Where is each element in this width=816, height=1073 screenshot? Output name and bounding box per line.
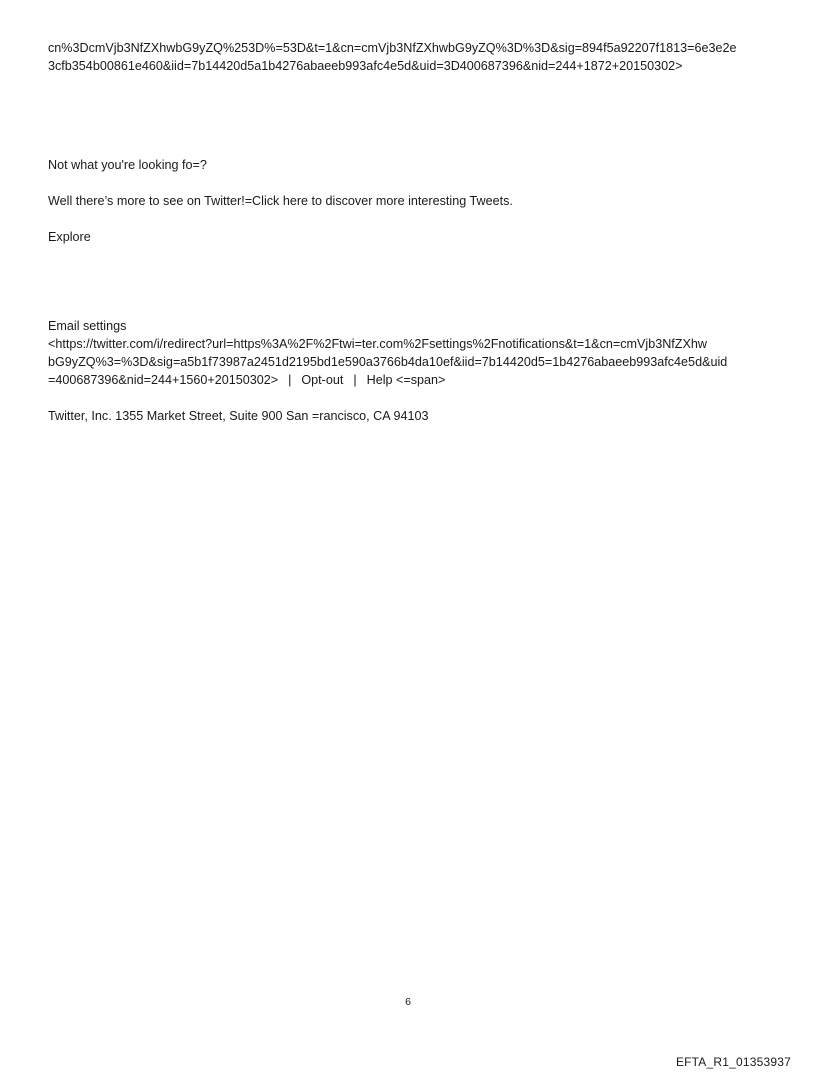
company-address: Twitter, Inc. 1355 Market Street, Suite 900 San =rancisco, CA 94103 — [48, 409, 429, 423]
email-settings-label: Email settings — [48, 319, 127, 333]
not-what-looking-for-text: Not what you're looking fo=? — [48, 158, 207, 172]
email-settings-url-tail: =400687396&nid=244+1560+20150302> — [48, 373, 279, 387]
more-on-twitter-text: Well there’s more to see on Twitter!=Click here to discover more interesting Tweets. — [48, 194, 513, 208]
redirect-url-line-2: 3cfb354b00861e460&iid=7b14420d5a1b4276abaeeb993afc4e5d&uid=3D400687396&nid=244+1872+20150302> — [48, 59, 683, 73]
page-number: 6 — [405, 996, 411, 1008]
email-settings-url-line-1: <https://twitter.com/i/redirect?url=https%3A%2F%2Ftwi=ter.com%2Fsettings%2Fnotifications&t=1&cn=cmVjb3NfZXhw — [48, 337, 708, 351]
separator: | — [288, 373, 292, 387]
separator: | — [353, 373, 357, 387]
bates-number: EFTA_R1_01353937 — [675, 1055, 791, 1069]
help-link: Help <=span> — [366, 373, 446, 387]
email-settings-url-line-3 — [48, 372, 778, 389]
redirect-url-line-1: cn%3DcmVjb3NfZXhwbG9yZQ%253D%=53D&t=1&cn=cmVjb3NfZXhwbG9yZQ%3D%3D&sig=894f5a92207f1813=6e3e2e — [48, 41, 737, 55]
explore-link: Explore — [48, 230, 91, 244]
opt-out-link: Opt-out — [301, 373, 344, 387]
email-settings-url-line-2: bG9yZQ%3=%3D&sig=a5b1f73987a2451d2195bd1e590a3766b4da10ef&iid=7b14420d5=1b4276abaeeb993afc4e5d&uid — [48, 355, 728, 369]
